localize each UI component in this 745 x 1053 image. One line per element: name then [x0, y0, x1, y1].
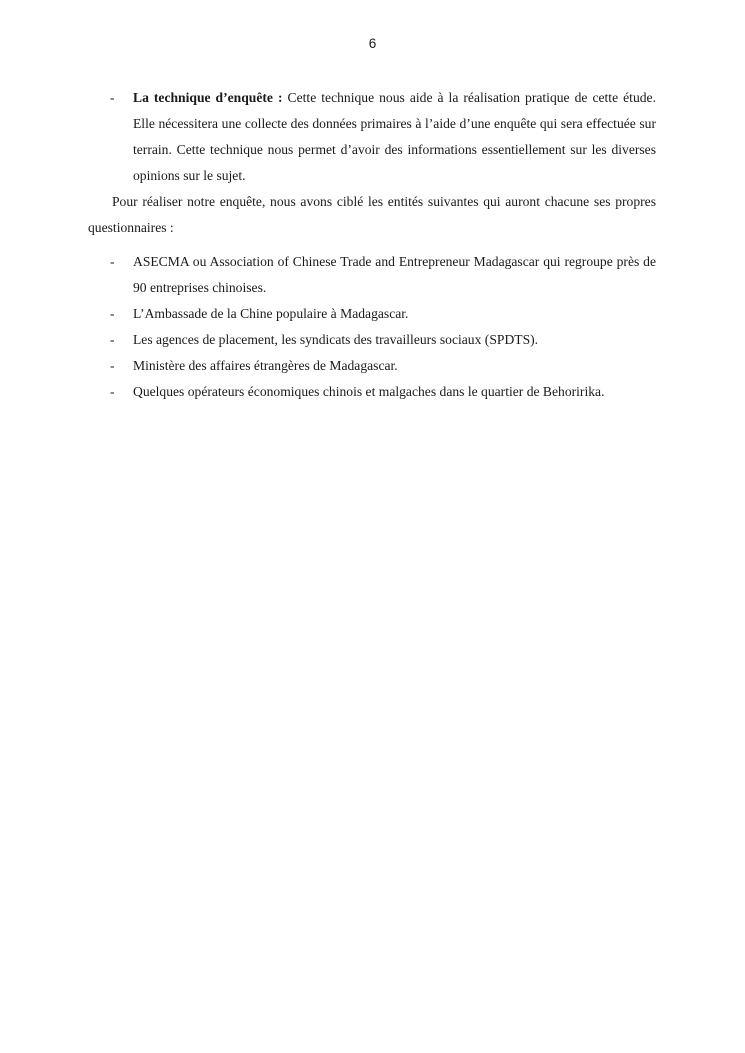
list-item-text: L’Ambassade de la Chine populaire à Madagascar.	[133, 306, 409, 321]
page-body	[88, 85, 656, 405]
list-item-asecma	[88, 249, 656, 301]
bullet-text: Cette technique nous aide à la réalisation pratique de cette étude. Elle nécessitera une collecte des données primaires à l’aide d’une enquête qui sera effectuée sur terrain. Cette technique nous permet d’avoir des informations essentiellement sur les diverses opinions sur le sujet.	[133, 90, 656, 183]
bullet-dash: -	[110, 332, 115, 347]
bullet-dash: -	[110, 306, 115, 321]
list-item-text: Ministère des affaires étrangères de Madagascar.	[133, 358, 398, 373]
list-item-text: ASECMA ou Association of Chinese Trade and Entrepreneur Madagascar qui regroupe près de 90 entreprises chinoises.	[133, 254, 656, 295]
list-item-agences	[88, 327, 656, 353]
list-item-ministere	[88, 353, 656, 379]
bullet-dash: -	[110, 358, 115, 373]
list-item-operateurs	[88, 379, 656, 405]
bullet-dash: -	[110, 384, 115, 399]
bullet-dash: -	[110, 254, 115, 269]
page-number: 6	[368, 36, 377, 51]
intro-paragraph: Pour réaliser notre enquête, nous avons ciblé les entités suivantes qui auront chacune ses propres questionnaires :	[88, 194, 656, 235]
list-item-text: Les agences de placement, les syndicats des travailleurs sociaux (SPDTS).	[133, 332, 539, 347]
list-item-text: Quelques opérateurs économiques chinois et malgaches dans le quartier de Behoririka.	[133, 384, 605, 399]
bullet-dash: -	[110, 90, 115, 105]
bullet-technique-enquete	[88, 85, 656, 189]
bullet-term: La technique d’enquête :	[133, 90, 283, 105]
list-item-ambassade	[88, 301, 656, 327]
entities-list	[88, 249, 656, 405]
